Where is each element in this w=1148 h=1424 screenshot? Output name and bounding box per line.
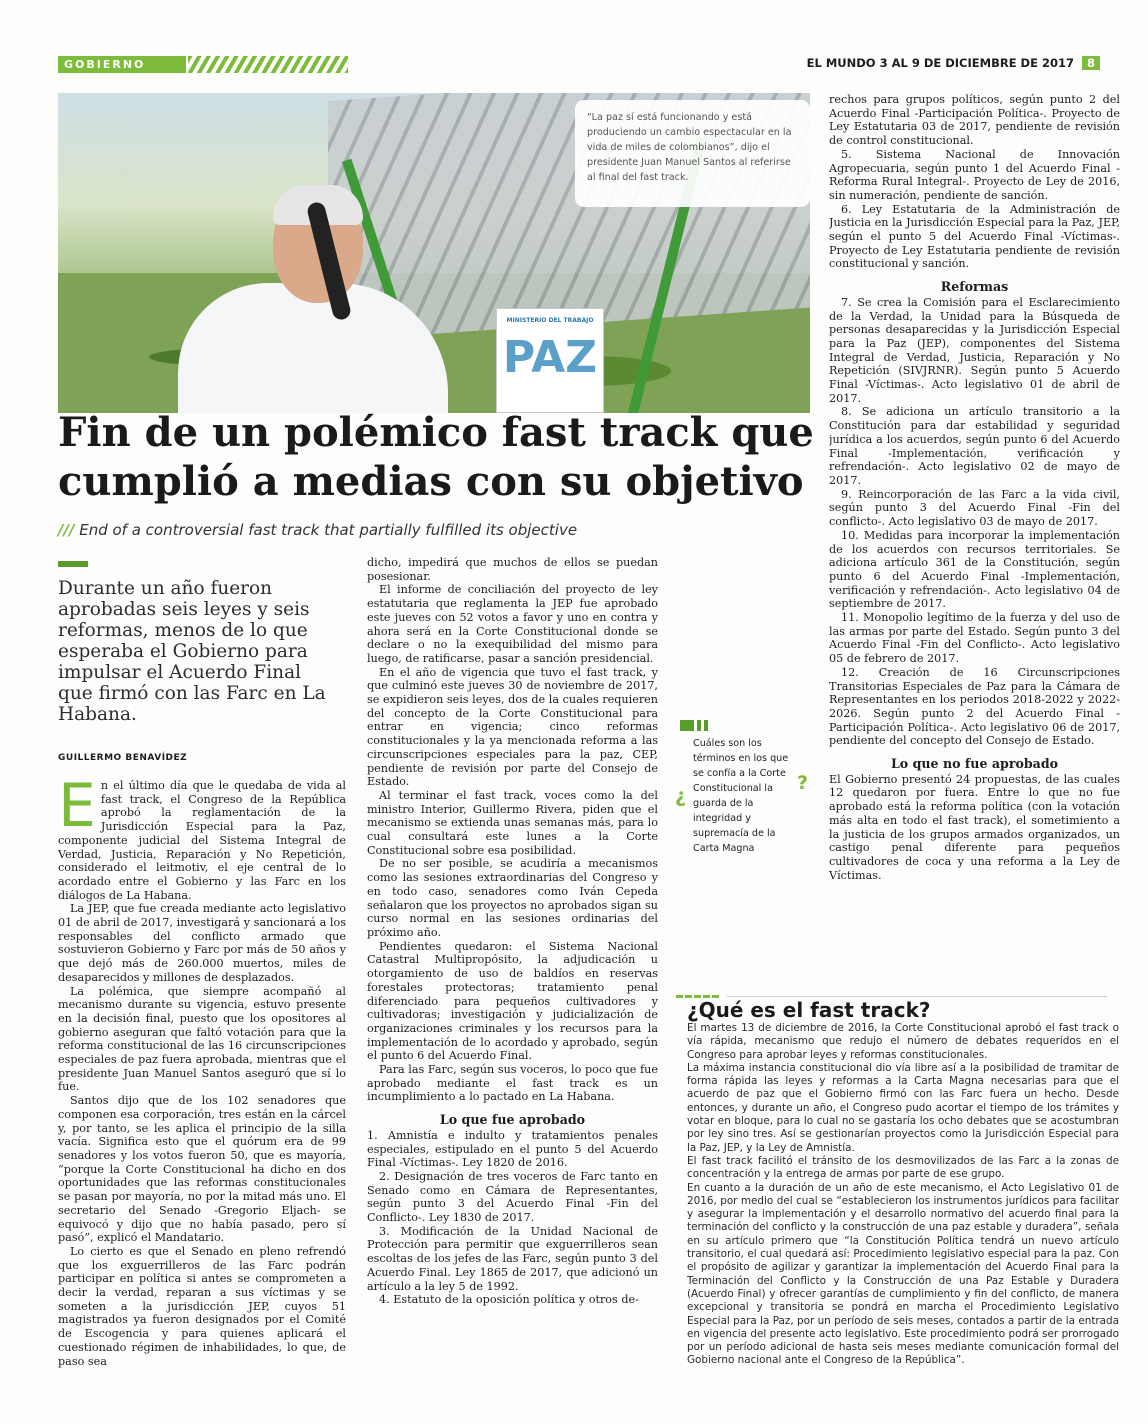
issue-date: 3 AL 9 DE DICIEMBRE DE 2017 bbox=[879, 56, 1074, 70]
paragraph: Para las Farc, según sus voceros, lo poco que fue aprobado mediante el fast track es un incumplimiento a lo pactado en La Habana. bbox=[367, 1063, 658, 1104]
photo-quote: “La paz sí está funcionando y está produciendo un cambio espectacular en la vida de miles de colombianos”, dijo el presidente Juan Manuel Santos al referirse al final del fast track. bbox=[587, 112, 792, 183]
box-text bbox=[687, 1022, 1119, 1420]
paragraph: En el último día que le quedaba de vida al fast track, el Congreso de la República aprobó la reglamentación de la Jurisdicción Especial para la Paz, componente judicial del Sistema Integral de Verdad, Justicia, Reparación y No Repetición, considerado el leitmotiv, el eje central de lo acordado entre el Gobierno y las Farc en los diálogos de La Habana. bbox=[58, 779, 346, 902]
sidebar-text: Cuáles son los términos en los que se confía a la Corte Constitucional la guarda de la integridad y supremacía de la Carta Magna bbox=[693, 738, 789, 854]
publication-name: EL MUNDO bbox=[806, 56, 876, 70]
list-item: 8. Se adiciona un artículo transitorio a la Constitución para dar estabilidad y seguridad jurídica a los acuerdos, según punto 6 del Acuerdo Final -Implementación, verificación y refrendación-. Acto legislativo 02 de mayo de 2017. bbox=[829, 405, 1120, 487]
paragraph: dicho, impedirá que muchos de ellos se puedan posesionar. bbox=[367, 556, 658, 583]
list-item: 4. Estatuto de la oposición política y otros de- bbox=[379, 1293, 639, 1307]
body-column-1 bbox=[58, 779, 346, 1419]
box-paragraph: El martes 13 de diciembre de 2016, la Corte Constitucional aprobó el fast track o vía rápida, mecanismo que redujo el número de debates requeridos en el Congreso para aprobar leyes y reformas constitucionales. bbox=[687, 1022, 1119, 1061]
paragraph: Al terminar el fast track, voces como la del ministro Interior, Guillermo Rivera, piden que el mecanismo se extienda unas semanas más, para lo cual consultará este lunes a la Corte Constitucional sobre esa posibilidad. bbox=[367, 788, 658, 857]
list-item: 5. Sistema Nacional de Innovación Agropecuaria, según punto 1 del Acuerdo Final -Reforma Rural Integral-. Proyecto de Ley de 2016, sin numeración, pendiente de sanción. bbox=[829, 147, 1120, 202]
paragraph: Lo cierto es que el Senado en pleno refrendó que los exguerrilleros de las Farc podrán participar en política si antes se comprometen a decir la verdad, reparan a sus víctimas y se someten a la jurisdicción JEP, cuyos 51 magistrados ya fueron designados por el Comité de Escogencia y para quienes aplicará el cuestionado régimen de inhabilidades, lo que, de paso sea bbox=[58, 1244, 346, 1368]
body-column-3 bbox=[829, 93, 1120, 973]
list-item: 11. Monopolio legítimo de la fuerza y del uso de las armas por parte del Estado. Según punto 3 del Acuerdo Final -Fin del Conflicto-. Acto legislativo 05 de febrero de 2017. bbox=[829, 611, 1120, 666]
sidebar-question-open: ¿ bbox=[675, 785, 687, 807]
heading-no-aprobado: Lo que no fue aprobado bbox=[890, 756, 1059, 772]
paragraph: En el año de vigencia que tuvo el fast track, y que culminó este jueves 30 de noviembre de 2017, se expidieron seis leyes, dos de la cuales requieren del concepto de la Corte Constitucional para entrar en vigencia; cinco reformas constitucionales y la ya mencionada reforma a las circunscripciones especiales para la paz, CEP, pendiente de revisión por parte del Consejo de Estado. bbox=[367, 665, 658, 789]
list-item: 2. Designación de tres voceros de Farc tanto en Senado como en Cámara de Representantes, según punto 3 del Acuerdo Final -Fin del Conflicto-. Ley 1830 de 2017. bbox=[367, 1169, 658, 1225]
list-item: 1. Amnistía e indulto y tratamientos penales especiales, estipulado en el punto 5 del Acuerdo Final -Víctimas-. Ley 1820 de 2016. bbox=[367, 1128, 658, 1170]
list-item: 9. Reincorporación de las Farc a la vida civil, según punto 3 del Acuerdo Final -Fin del conflicto-. Acto legislativo 03 de mayo de 2017. bbox=[829, 487, 1120, 529]
list-item: rechos para grupos políticos, según punto 2 del Acuerdo Final -Participación Política-. Proyecto de Ley Estatutaria 03 de 2017, pendiente de revisión de control constitucional. bbox=[829, 93, 1120, 148]
byline: GUILLERMO BENAVÍDEZ bbox=[58, 753, 188, 763]
paz-sign bbox=[496, 308, 604, 413]
list-item: 12. Creación de 16 Circunscripciones Transitorias Especiales de Paz para la Cámara de Representantes en los periodos 2018-2022 y 2022-2026. Según punto 2 del Acuerdo Final -Participación Política-. Acto legislativo 06 de 2017, pendiente del concepto del Consejo de Estado. bbox=[829, 665, 1120, 748]
paragraph: Pendientes quedaron: el Sistema Nacional Catastral Multipropósito, la adjudicación u otorgamiento de uso de baldíos en reservas forestales protectoras; tratamiento penal diferenciado para pequeños cultivadores y cultivadoras; investigación y judicialización de organizaciones criminales y los recursos para la implementación de lo acordado y aprobado, según el punto 6 del Acuerdo Final. bbox=[367, 939, 658, 1063]
subhead-text: End of a controversial fast track that partially fulfilled its objective bbox=[79, 521, 578, 539]
dropcap: E bbox=[58, 779, 96, 841]
subhead bbox=[58, 521, 577, 539]
heading-aprobado: Lo que fue aprobado bbox=[439, 1112, 586, 1128]
paragraph: Santos dijo que de los 102 senadores que componen esa corporación, tres están en la cárcel y, por tanto, se les aplica el principio de la silla vacía. Significa esto que el quórum era de 99 senadores y los votos fueron 50, que es mayoría, “porque la Corte Constitucional ha dicho en dos oportunidades que las reformas constitucionales se pasan por mayoría, no por la mitad más uno. El secretario del Senado -Gregorio Eljach- se equivocó y dijo que no había pasado, pero sí pasó”, explicó el Mandatario. bbox=[58, 1094, 346, 1245]
sidebar-question-close: ? bbox=[797, 772, 809, 794]
page-number: 8 bbox=[1082, 56, 1100, 70]
box-title: ¿Qué es el fast track? bbox=[687, 998, 931, 1022]
paragraph: La polémica, que siempre acompañó al mecanismo durante su vigencia, estuvo presente en la decisión final, puesto que los opositores al gobierno aseguran que faltó votación para que la reforma constitucional de las 16 circunscripciones especiales de paz fuera aprobada, mientras que el presidente Juan Manuel Santos aseguró que sí lo fue. bbox=[58, 984, 346, 1094]
section-hatch bbox=[188, 56, 348, 73]
list-item: 7. Se crea la Comisión para el Esclarecimiento de la Verdad, la Unidad para la Búsqueda de personas desaparecidas y la Jurisdicción Especial para la Paz (JEP), componentes del Sistema Integral de Verdad, Justicia, Reparación y No Repetición (SIVJRNR). Según punto 5 Acuerdo Final -Víctimas-. Acto legislativo 01 de abril de 2017. bbox=[829, 295, 1120, 405]
masthead bbox=[807, 56, 1100, 70]
list-item: 6. Ley Estatutaria de la Administración de Justicia en la Jurisdicción Especial para la Paz, JEP, según el punto 5 del Acuerdo Final -Víctimas-. Proyecto de Ley Estatutaria pendiente de revisión constitucional y sanción. bbox=[829, 202, 1120, 271]
section-tag bbox=[58, 56, 348, 73]
section-label: GOBIERNO bbox=[58, 56, 186, 73]
box-paragraph: El fast track facilitó el tránsito de los desmovilizados de las Farc a la zonas de concentración y la entrega de armas por parte de ese grupo. bbox=[687, 1154, 1119, 1181]
headline: Fin de un polémico fast track que cumplió a medias con su objetivo bbox=[58, 409, 814, 505]
box-paragraph: La máxima instancia constitucional dio vía libre así a la posibilidad de tramitar de forma rápida las leyes y reformas a la Carta Magna necesarias para que el acuerdo de paz que el Gobierno firmó con las Farc fuera un hecho. Desde entonces, y durante un año, el Congreso pudo acortar el tiempo de los trámites y votar en bloque, para lo cual no se gastaría los ocho debates que se acostumbran por ley sino tres. Así se gestionarían proyectos como la Jurisdicción Especial para la Paz, JEP, y la Ley de Amnistía. bbox=[687, 1061, 1119, 1154]
heading-reformas: Reformas bbox=[940, 279, 1009, 295]
box-paragraph: En cuanto a la duración de un año de este mecanismo, el Acto Legislativo 01 de 2016, por medio del cual se “establecieron los instrumentos jurídicos para facilitar y asegurar la implementación y el desarrollo normativo del acuerdo final para la terminación del conflicto y la construcción de una paz estable y duradera”, señala en su artículo primero que “la Constitución Política tendrá un nuevo artículo transitorio, el cual quedará así: Procedimiento legislativo especial para la paz. Con el propósito de agilizar y garantizar la implementación del Acuerdo Final para la Terminación del Conflicto y la Construcción de una Paz Estable y Duradera (Acuerdo Final) y ofrecer garantías de cumplimiento y fin del conflicto, de manera excepcional y transitoria se pondrá en marcha el Procedimiento Legislativo Especial para la Paz, por un período de seis meses, contados a partir de la entrada en vigencia del presente acto legislativo. Este procedimiento podrá ser prorrogado por un período adicional de hasta seis meses mediante comunicación formal del Gobierno nacional ante el Congreso de la República”. bbox=[687, 1181, 1119, 1367]
paragraph: El Gobierno presentó 24 propuestas, de las cuales 12 quedaron por fuera. Entre lo que no fue aprobado está la reforma política (con la votación más alta en todo el fast track), el sometimiento a la justicia de los grupos armados organizados, un castigo penal diferente para pequeños cultivadores de coca y una reforma a la Ley de Víctimas. bbox=[829, 772, 1120, 882]
photo-quote-box bbox=[575, 100, 810, 207]
box-rule bbox=[676, 986, 1120, 992]
subhead-slashes: /// bbox=[58, 521, 75, 539]
sidebar-bars-icon bbox=[680, 720, 713, 731]
lede: Durante un año fueron aprobadas seis leyes y seis reformas, menos de lo que esperaba el Gobierno para impulsar el Acuerdo Final que firmó con las Farc en La Habana. bbox=[58, 578, 326, 725]
paragraph: De no ser posible, se acudiría a mecanismos como las sesiones extraordinarias del Congreso y en todo caso, senadores como Iván Cepeda señalaron que los proyectos no aprobados sigan su curso normal en las sesiones ordinarias del próximo año. bbox=[367, 857, 658, 939]
body-column-2 bbox=[367, 556, 658, 1420]
list-item: 10. Medidas para incorporar la implementación de los acuerdos con recursos territoriales. Se adiciona artículo 361 de la Constitución, según punto 6 del Acuerdo Final -Implementación, verificación y refrendación-. Acto legislativo 04 de septiembre de 2017. bbox=[829, 528, 1120, 611]
paz-sign-ministry: MINISTERIO DEL TRABAJO bbox=[506, 317, 594, 324]
list-item: 3. Modificación de la Unidad Nacional de Protección para permitir que exguerrilleros sean escoltas de los jefes de las Farc, según punto 3 del Acuerdo Final. Ley 1865 de 2017, que adicionó un artículo a la ley 5 de 1992. bbox=[367, 1224, 658, 1293]
lede-rule bbox=[58, 561, 88, 567]
paragraph: La JEP, que fue creada mediante acto legislativo 01 de abril de 2017, investigará y sancionará a los responsables del conflicto armado que sostuvieron Gobierno y Farc por más de 50 años y que dejó más de 260.000 muertos, miles de desaparecidos y millones de desplazados. bbox=[58, 902, 346, 984]
paragraph: El informe de conciliación del proyecto de ley estatutaria que reglamenta la JEP fue aprobado este jueves con 52 votos a favor y uno en contra y ahora será en la Corte Constitucional donde se declare o no la exequibilidad del mismo para luego, de ratificarse, pasar a sanción presidencial. bbox=[367, 583, 658, 665]
paz-sign-word: PAZ bbox=[502, 332, 598, 383]
